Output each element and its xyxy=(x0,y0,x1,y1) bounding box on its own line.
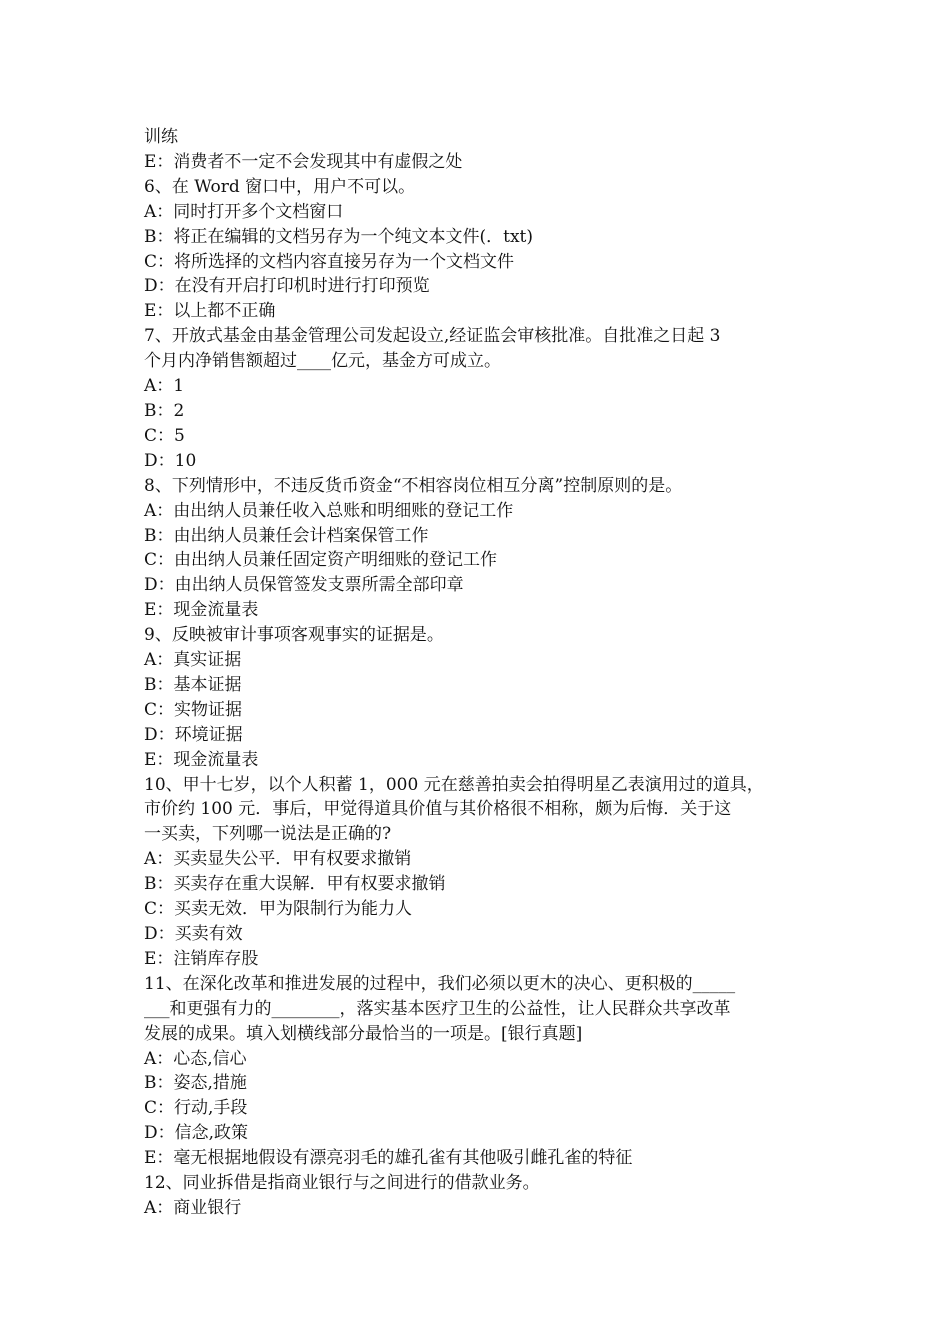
option-line: D：买卖有效 xyxy=(144,924,243,944)
question-line: 8、下列情形中，不违反货币资金“不相容岗位相互分离”控制原则的是。 xyxy=(144,475,683,496)
option-line: C：行动,手段 xyxy=(144,1098,248,1119)
question-line: 一买卖，下列哪一说法是正确的? xyxy=(144,824,392,845)
question-line: 7、开放式基金由基金管理公司发起设立,经证监会审核批准。自批准之日起 3 xyxy=(144,326,721,347)
option-line: B：基本证据 xyxy=(144,674,242,695)
question-line: ___和更强有力的________，落实基本医疗卫生的公益性，让人民群众共享改革 xyxy=(144,998,731,1019)
option-line: E：消费者不一定不会发现其中有虚假之处 xyxy=(144,151,463,172)
option-line: D：信念,政策 xyxy=(144,1123,249,1144)
question-line: 6、在 Word 窗口中，用户不可以。 xyxy=(144,176,416,197)
option-line: E：现金流量表 xyxy=(144,749,259,770)
option-line: C：实物证据 xyxy=(144,699,243,720)
option-line: A：商业银行 xyxy=(144,1197,242,1218)
option-line: E：现金流量表 xyxy=(144,600,259,621)
option-line: E：以上都不正确 xyxy=(144,301,276,322)
option-line: C：由出纳人员兼任固定资产明细账的登记工作 xyxy=(144,550,498,571)
question-line: 10、甲十七岁，以个人积蓄 1，000 元在慈善拍卖会拍得明星乙表演用过的道具， xyxy=(144,774,764,795)
option-line: B：2 xyxy=(144,400,185,421)
option-line: D：由出纳人员保管签发支票所需全部印章 xyxy=(144,575,464,596)
option-line: A：由出纳人员兼任收入总账和明细账的登记工作 xyxy=(144,500,514,521)
question-line: 发展的成果。填入划横线部分最恰当的一项是。[银行真题] xyxy=(144,1023,583,1044)
option-line: E：注销库存股 xyxy=(144,948,259,969)
question-line: 12、同业拆借是指商业银行与之间进行的借款业务。 xyxy=(144,1173,540,1194)
question-line: 11、在深化改革和推进发展的过程中，我们必须以更木的决心、更积极的_____ xyxy=(144,973,736,994)
option-line: C：将所选择的文档内容直接另存为一个文档文件 xyxy=(144,251,515,272)
question-line: 市价约 100 元．事后，甲觉得道具价值与其价格很不相称，颇为后悔．关于这 xyxy=(144,799,732,820)
option-line: A：真实证据 xyxy=(144,650,242,671)
option-line: A：同时打开多个文档窗口 xyxy=(144,201,344,222)
option-line: C：5 xyxy=(144,425,185,446)
option-line: C：买卖无效．甲为限制行为能力人 xyxy=(144,899,413,920)
document-body xyxy=(144,125,810,1221)
option-line: D：10 xyxy=(144,450,197,471)
option-line: D：环境证据 xyxy=(144,724,243,745)
option-line: A：1 xyxy=(144,376,185,397)
question-line: 个月内净销售额超过____亿元，基金方可成立。 xyxy=(144,351,501,372)
option-line: D：在没有开启打印机时进行打印预览 xyxy=(144,276,430,297)
option-line: A：买卖显失公平．甲有权要求撤销 xyxy=(144,849,412,870)
option-line: B：将正在编辑的文档另存为一个纯文本文件(．txt) xyxy=(144,226,534,247)
option-line: B：由出纳人员兼任会计档案保管工作 xyxy=(144,525,429,546)
option-line: B：买卖存在重大误解．甲有权要求撤销 xyxy=(144,874,446,895)
text-line: 训练 xyxy=(144,127,178,147)
option-line: E：毫无根据地假设有漂亮羽毛的雄孔雀有其他吸引雌孔雀的特征 xyxy=(144,1148,633,1169)
option-line: A：心态,信心 xyxy=(144,1048,247,1069)
option-line: B：姿态,措施 xyxy=(144,1073,247,1094)
question-line: 9、反映被审计事项客观事实的证据是。 xyxy=(144,625,444,646)
